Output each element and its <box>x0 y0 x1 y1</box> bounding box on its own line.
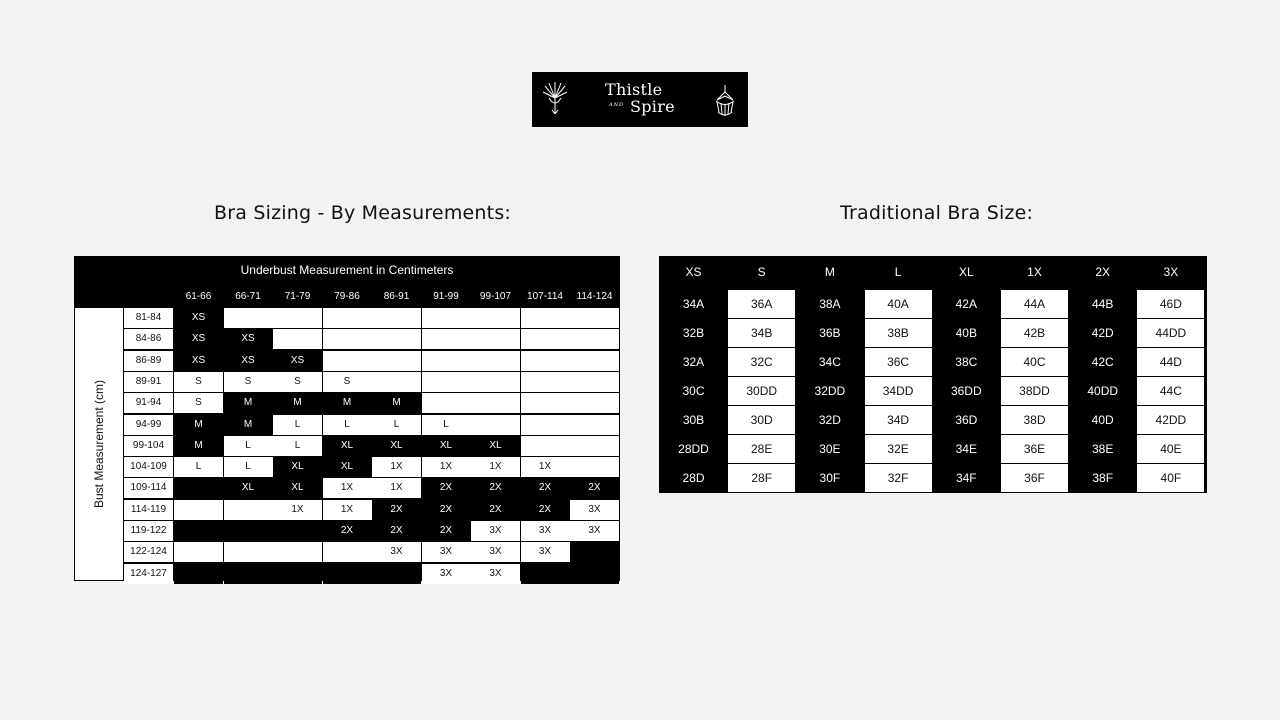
bust-row-81-84: 81-84 <box>124 308 173 328</box>
size-cell <box>422 351 471 371</box>
size-cell: 2X <box>570 478 619 498</box>
size-cell: L <box>422 415 471 435</box>
underbust-col-86-91: 86-91 <box>383 291 410 302</box>
size-cell: 2X <box>422 500 471 520</box>
size-cell <box>521 415 570 435</box>
size-cell <box>570 308 619 328</box>
traditional-size-cell: 44DD <box>1137 319 1204 347</box>
size-cell: XS <box>224 329 273 349</box>
size-cell <box>372 329 421 349</box>
spire-lantern-icon <box>712 84 738 120</box>
size-cell: 1X <box>273 500 322 520</box>
traditional-size-cell: 44A <box>1001 290 1068 318</box>
size-cell: XL <box>273 457 322 477</box>
size-cell: S <box>174 372 223 392</box>
underbust-col-61-66: 61-66 <box>185 291 212 302</box>
size-cell <box>570 372 619 392</box>
traditional-size-cell: 30F <box>796 464 863 492</box>
traditional-size-cell: 38DD <box>1001 377 1068 405</box>
size-cell: 2X <box>422 521 471 541</box>
size-cell <box>273 329 322 349</box>
traditional-size-cell: 32E <box>865 435 932 463</box>
underbust-col-114-124: 114-124 <box>576 291 613 302</box>
size-cell <box>174 521 223 541</box>
traditional-size-cell: 32D <box>796 406 863 434</box>
size-cell: XS <box>174 329 223 349</box>
size-cell: 1X <box>323 478 372 498</box>
size-cell: 3X <box>471 564 520 584</box>
size-cell <box>372 308 421 328</box>
traditional-size-cell: 38B <box>865 319 932 347</box>
size-cell <box>521 329 570 349</box>
size-cell <box>323 329 372 349</box>
size-cell: S <box>224 372 273 392</box>
bust-axis-label-text: Bust Measurement (cm) <box>92 379 106 509</box>
bust-row-89-91: 89-91 <box>124 372 173 392</box>
traditional-size-cell: 30C <box>660 377 727 405</box>
traditional-size-cell: 40C <box>1001 348 1068 376</box>
size-cell <box>570 393 619 413</box>
bust-row-99-104: 99-104 <box>124 436 173 456</box>
size-cell: XL <box>323 457 372 477</box>
traditional-heading: Traditional Bra Size: <box>840 202 1034 224</box>
measurement-chart <box>74 256 620 581</box>
size-cell <box>471 415 520 435</box>
traditional-size-cell: 34DD <box>865 377 932 405</box>
size-cell: M <box>174 415 223 435</box>
size-cell <box>224 308 273 328</box>
size-cell <box>521 436 570 456</box>
bust-row-119-122: 119-122 <box>124 521 173 541</box>
traditional-size-cell: 36DD <box>933 377 1000 405</box>
size-cell <box>174 500 223 520</box>
size-header-2X: 2X <box>1095 265 1111 279</box>
size-cell: XL <box>224 478 273 498</box>
size-header-S: S <box>757 265 766 279</box>
size-cell <box>471 351 520 371</box>
size-cell <box>422 308 471 328</box>
traditional-size-cell: 34E <box>933 435 1000 463</box>
size-cell: M <box>224 415 273 435</box>
size-cell: 3X <box>570 500 619 520</box>
bust-row-94-99: 94-99 <box>124 415 173 435</box>
size-cell: 2X <box>372 500 421 520</box>
traditional-size-cell: 28DD <box>660 435 727 463</box>
traditional-size-cell: 40D <box>1069 406 1136 434</box>
traditional-size-cell: 42D <box>1069 319 1136 347</box>
underbust-col-99-107: 99-107 <box>479 291 512 302</box>
size-cell: 3X <box>422 542 471 562</box>
size-cell <box>224 564 273 584</box>
traditional-size-cell: 40B <box>933 319 1000 347</box>
size-cell <box>471 308 520 328</box>
size-cell <box>174 478 223 498</box>
size-cell <box>471 329 520 349</box>
size-cell: 1X <box>521 457 570 477</box>
traditional-size-cell: 34A <box>660 290 727 318</box>
size-cell: L <box>224 436 273 456</box>
traditional-size-cell: 28E <box>728 435 795 463</box>
traditional-size-cell: 34C <box>796 348 863 376</box>
underbust-col-66-71: 66-71 <box>235 291 261 302</box>
bust-row-86-89: 86-89 <box>124 351 173 371</box>
size-cell: S <box>273 372 322 392</box>
measurement-heading: Bra Sizing - By Measurements: <box>214 202 512 224</box>
traditional-size-cell: 44B <box>1069 290 1136 318</box>
traditional-size-cell: 38C <box>933 348 1000 376</box>
traditional-size-cell: 40F <box>1137 464 1204 492</box>
size-cell: 3X <box>422 564 471 584</box>
traditional-size-cell: 36A <box>728 290 795 318</box>
size-cell: M <box>224 393 273 413</box>
size-cell <box>570 436 619 456</box>
size-cell <box>422 329 471 349</box>
size-cell: 1X <box>372 457 421 477</box>
size-cell <box>570 415 619 435</box>
size-cell <box>323 351 372 371</box>
size-header-M: M <box>824 265 835 279</box>
size-cell: 1X <box>372 478 421 498</box>
size-cell <box>323 308 372 328</box>
traditional-size-cell: 36C <box>865 348 932 376</box>
size-cell <box>273 521 322 541</box>
size-cell <box>521 308 570 328</box>
size-cell <box>224 542 273 562</box>
size-cell: XL <box>471 436 520 456</box>
size-cell <box>174 542 223 562</box>
size-cell: S <box>323 372 372 392</box>
size-cell: 3X <box>372 542 421 562</box>
traditional-size-cell: 44C <box>1137 377 1204 405</box>
size-cell: 3X <box>471 542 520 562</box>
traditional-size-cell: 32DD <box>796 377 863 405</box>
brand-name-second: Spire <box>630 97 675 116</box>
size-cell: XL <box>422 436 471 456</box>
underbust-title: Underbust Measurement in Centimeters <box>240 263 454 277</box>
size-header-XL: XL <box>958 265 974 279</box>
underbust-col-71-79: 71-79 <box>284 291 311 302</box>
traditional-size-cell: 38E <box>1069 435 1136 463</box>
brand-name-first: Thistle <box>605 80 663 99</box>
traditional-size-cell: 40E <box>1137 435 1204 463</box>
traditional-size-cell: 34D <box>865 406 932 434</box>
traditional-size-cell: 46D <box>1137 290 1204 318</box>
size-cell: 3X <box>521 521 570 541</box>
size-cell: S <box>174 393 223 413</box>
size-header-XS: XS <box>685 265 702 279</box>
size-cell: XL <box>372 436 421 456</box>
brand-name-connector: AND <box>609 102 624 108</box>
traditional-size-cell: 36F <box>1001 464 1068 492</box>
size-cell <box>422 393 471 413</box>
traditional-size-cell: 36E <box>1001 435 1068 463</box>
size-cell <box>570 351 619 371</box>
traditional-size-cell: 30E <box>796 435 863 463</box>
traditional-size-cell: 38A <box>796 290 863 318</box>
size-cell: XL <box>323 436 372 456</box>
size-header-L: L <box>894 265 902 279</box>
size-cell: 1X <box>422 457 471 477</box>
bust-axis-label <box>75 308 123 580</box>
traditional-size-cell: 34F <box>933 464 1000 492</box>
traditional-size-cell: 38F <box>1069 464 1136 492</box>
traditional-size-cell: 30DD <box>728 377 795 405</box>
size-cell: 2X <box>521 478 570 498</box>
size-header-3X: 3X <box>1163 265 1179 279</box>
traditional-size-cell: 38D <box>1001 406 1068 434</box>
size-header-1X: 1X <box>1027 265 1042 279</box>
size-cell: M <box>273 393 322 413</box>
brand-logo <box>532 72 748 127</box>
size-cell <box>570 329 619 349</box>
bust-row-84-86: 84-86 <box>124 329 173 349</box>
size-cell: 2X <box>521 500 570 520</box>
size-cell: 1X <box>323 500 372 520</box>
thistle-flower-icon <box>542 80 568 116</box>
bust-row-124-127: 124-127 <box>124 564 173 584</box>
traditional-size-cell: 28F <box>728 464 795 492</box>
size-cell <box>471 393 520 413</box>
traditional-size-cell: 32C <box>728 348 795 376</box>
size-cell: 2X <box>471 478 520 498</box>
size-cell: XS <box>273 351 322 371</box>
size-cell <box>224 521 273 541</box>
size-cell: XS <box>174 351 223 371</box>
underbust-col-107-114: 107-114 <box>527 291 563 302</box>
size-cell <box>273 564 322 584</box>
size-cell <box>521 564 570 584</box>
traditional-size-cell: 30D <box>728 406 795 434</box>
size-cell <box>570 564 619 584</box>
traditional-size-cell: 36D <box>933 406 1000 434</box>
traditional-size-cell: 40DD <box>1069 377 1136 405</box>
traditional-size-cell: 30B <box>660 406 727 434</box>
traditional-size-cell: 42B <box>1001 319 1068 347</box>
size-cell <box>570 542 619 562</box>
traditional-size-cell: 42DD <box>1137 406 1204 434</box>
size-cell: M <box>372 393 421 413</box>
traditional-size-cell: 28D <box>660 464 727 492</box>
bust-row-91-94: 91-94 <box>124 393 173 413</box>
size-cell <box>521 393 570 413</box>
underbust-col-91-99: 91-99 <box>433 291 459 302</box>
traditional-size-cell: 42C <box>1069 348 1136 376</box>
size-cell <box>372 351 421 371</box>
size-cell: 3X <box>521 542 570 562</box>
traditional-size-cell: 34B <box>728 319 795 347</box>
size-cell <box>323 542 372 562</box>
traditional-chart <box>659 256 1207 493</box>
size-cell <box>273 542 322 562</box>
bust-row-109-114: 109-114 <box>124 478 173 498</box>
size-cell <box>422 372 471 392</box>
traditional-size-cell: 40A <box>865 290 932 318</box>
size-cell: 3X <box>471 521 520 541</box>
size-cell: XS <box>224 351 273 371</box>
size-cell: XS <box>174 308 223 328</box>
size-cell: 2X <box>471 500 520 520</box>
traditional-size-cell: 32A <box>660 348 727 376</box>
size-cell: 2X <box>323 521 372 541</box>
size-cell: 2X <box>422 478 471 498</box>
size-cell: M <box>323 393 372 413</box>
size-cell <box>174 564 223 584</box>
traditional-size-cell: 44D <box>1137 348 1204 376</box>
traditional-size-cell: 42A <box>933 290 1000 318</box>
size-cell: XL <box>273 478 322 498</box>
size-cell: L <box>372 415 421 435</box>
size-cell: L <box>224 457 273 477</box>
size-cell <box>570 457 619 477</box>
bust-row-104-109: 104-109 <box>124 457 173 477</box>
size-cell <box>323 564 372 584</box>
size-cell: M <box>174 436 223 456</box>
size-cell: 1X <box>471 457 520 477</box>
size-cell <box>224 500 273 520</box>
size-cell <box>521 351 570 371</box>
size-cell: L <box>273 436 322 456</box>
underbust-col-79-86: 79-86 <box>334 291 360 302</box>
traditional-size-cell: 32F <box>865 464 932 492</box>
size-cell <box>273 308 322 328</box>
size-cell: 2X <box>372 521 421 541</box>
size-cell: L <box>273 415 322 435</box>
size-cell <box>521 372 570 392</box>
traditional-size-cell: 36B <box>796 319 863 347</box>
traditional-size-cell: 32B <box>660 319 727 347</box>
bust-row-122-124: 122-124 <box>124 542 173 562</box>
size-cell: 3X <box>570 521 619 541</box>
size-cell: L <box>174 457 223 477</box>
size-cell <box>471 372 520 392</box>
size-cell <box>372 372 421 392</box>
bust-row-114-119: 114-119 <box>124 500 173 520</box>
size-cell: L <box>323 415 372 435</box>
size-cell <box>372 564 421 584</box>
